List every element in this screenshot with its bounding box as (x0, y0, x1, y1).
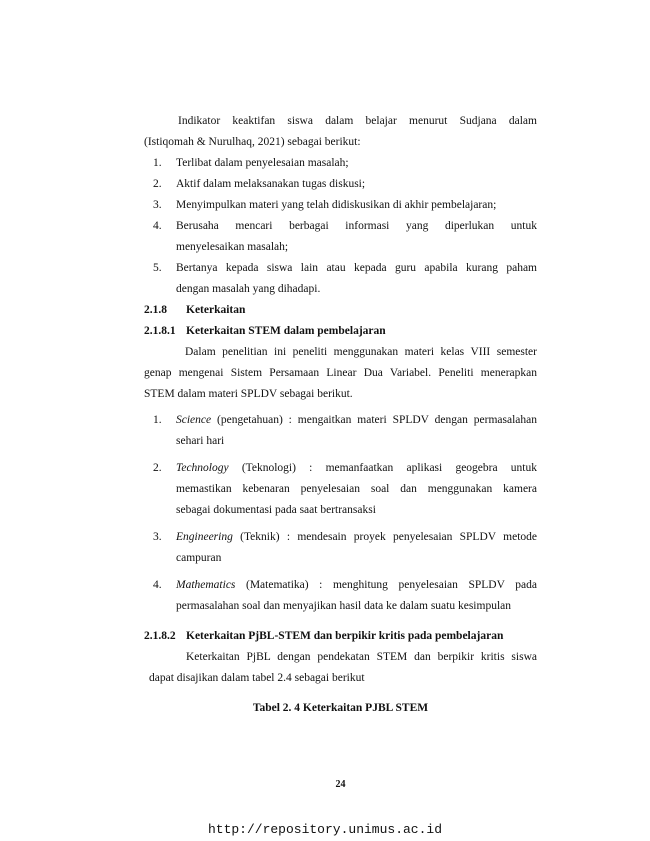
stem-item-number: 1. (153, 414, 162, 426)
list-item-5: 5. (153, 262, 162, 274)
subsection-title: Keterkaitan STEM dalam pembelajaran (186, 325, 386, 337)
page-number: 24 (335, 779, 346, 790)
intro-line-2: (Istiqomah & Nurulhaq, 2021) sebagai berikut: (144, 136, 361, 148)
stem-description: (Matematika) : menghitung penyelesaian SPLDV pada (235, 579, 537, 591)
list-item-1-text: Terlibat dalam penyelesaian masalah; (176, 157, 349, 169)
para1-line-1: Dalam penelitian ini peneliti menggunakan materi kelas VIII semester (185, 346, 537, 358)
stem-description: (Teknologi) : memanfaatkan aplikasi geogebra untuk (228, 462, 537, 474)
stem-item-technology-line-3: sebagai dokumentasi pada saat bertransaksi (176, 504, 376, 516)
list-item-2-text: Aktif dalam melaksanakan tugas diskusi; (176, 178, 366, 190)
subsection-number: 2.1.8.1 (144, 325, 176, 337)
section-number: 2.1.8 (144, 304, 167, 316)
list-item-1 (153, 153, 162, 174)
list-item-5-line-2: dengan masalah yang dihadapi. (176, 283, 321, 295)
stem-item-science-line-2: sehari hari (176, 435, 225, 447)
list-item-3-text: Menyimpulkan materi yang telah didiskusikan di akhir pembelajaran; (176, 199, 497, 211)
list-item-2: 2. (153, 178, 162, 190)
list-item-4-line-2: menyelesaikan masalah; (176, 241, 289, 253)
table-caption: Tabel 2. 4 Keterkaitan PJBL STEM (252, 702, 429, 714)
stem-item-engineering-line-2: campuran (176, 552, 222, 564)
section-title: Keterkaitan (186, 304, 246, 316)
list-item-3: 3. (153, 199, 162, 211)
footer-url[interactable]: http://repository.unimus.ac.id (207, 822, 443, 837)
stem-term: Science (176, 414, 212, 426)
stem-item-mathematics-line-1 (176, 575, 537, 596)
stem-item-mathematics-line-2: permasalahan soal dan menyajikan hasil data ke dalam suatu kesimpulan (176, 600, 511, 612)
list-item-5-line-1: Bertanya kepada siswa lain atau kepada guru apabila kurang paham (176, 262, 537, 274)
stem-term: Engineering (176, 531, 233, 543)
stem-item-engineering-line-1 (176, 527, 537, 548)
stem-term: Technology (176, 462, 229, 474)
para2-line-1: Keterkaitan PjBL dengan pendekatan STEM dan berpikir kritis siswa (186, 651, 537, 663)
stem-description: (pengetahuan) : mengaitkan materi SPLDV dengan permasalahan (211, 414, 537, 426)
list-number: 1. (153, 157, 162, 169)
para1-line-2: genap mengenai Sistem Persamaan Linear Dua Variabel. Peneliti menerapkan (144, 367, 537, 379)
para2-line-2: dapat disajikan dalam tabel 2.4 sebagai berikut (149, 672, 365, 684)
stem-item-number: 3. (153, 531, 162, 543)
stem-description: (Teknik) : mendesain proyek penyelesaian SPLDV metode (232, 531, 537, 543)
stem-item-number: 4. (153, 579, 162, 591)
list-item-4: 4. (153, 220, 162, 232)
subsection-number: 2.1.8.2 (144, 630, 176, 642)
intro-line-1: Indikator keaktifan siswa dalam belajar menurut Sudjana dalam (178, 115, 537, 127)
list-item-4-line-1: Berusaha mencari berbagai informasi yang diperlukan untuk (176, 220, 537, 232)
para1-line-3: STEM dalam materi SPLDV sebagai berikut. (144, 388, 353, 400)
stem-item-number: 2. (153, 462, 162, 474)
stem-item-technology-line-1 (176, 458, 537, 479)
stem-item-science-line-1 (176, 410, 537, 431)
stem-term: Mathematics (176, 579, 236, 591)
subsection-title: Keterkaitan PjBL-STEM dan berpikir kritis pada pembelajaran (186, 630, 504, 642)
stem-item-technology-line-2: memastikan kebenaran penyelesaian soal dan menggunakan kamera (176, 483, 537, 495)
